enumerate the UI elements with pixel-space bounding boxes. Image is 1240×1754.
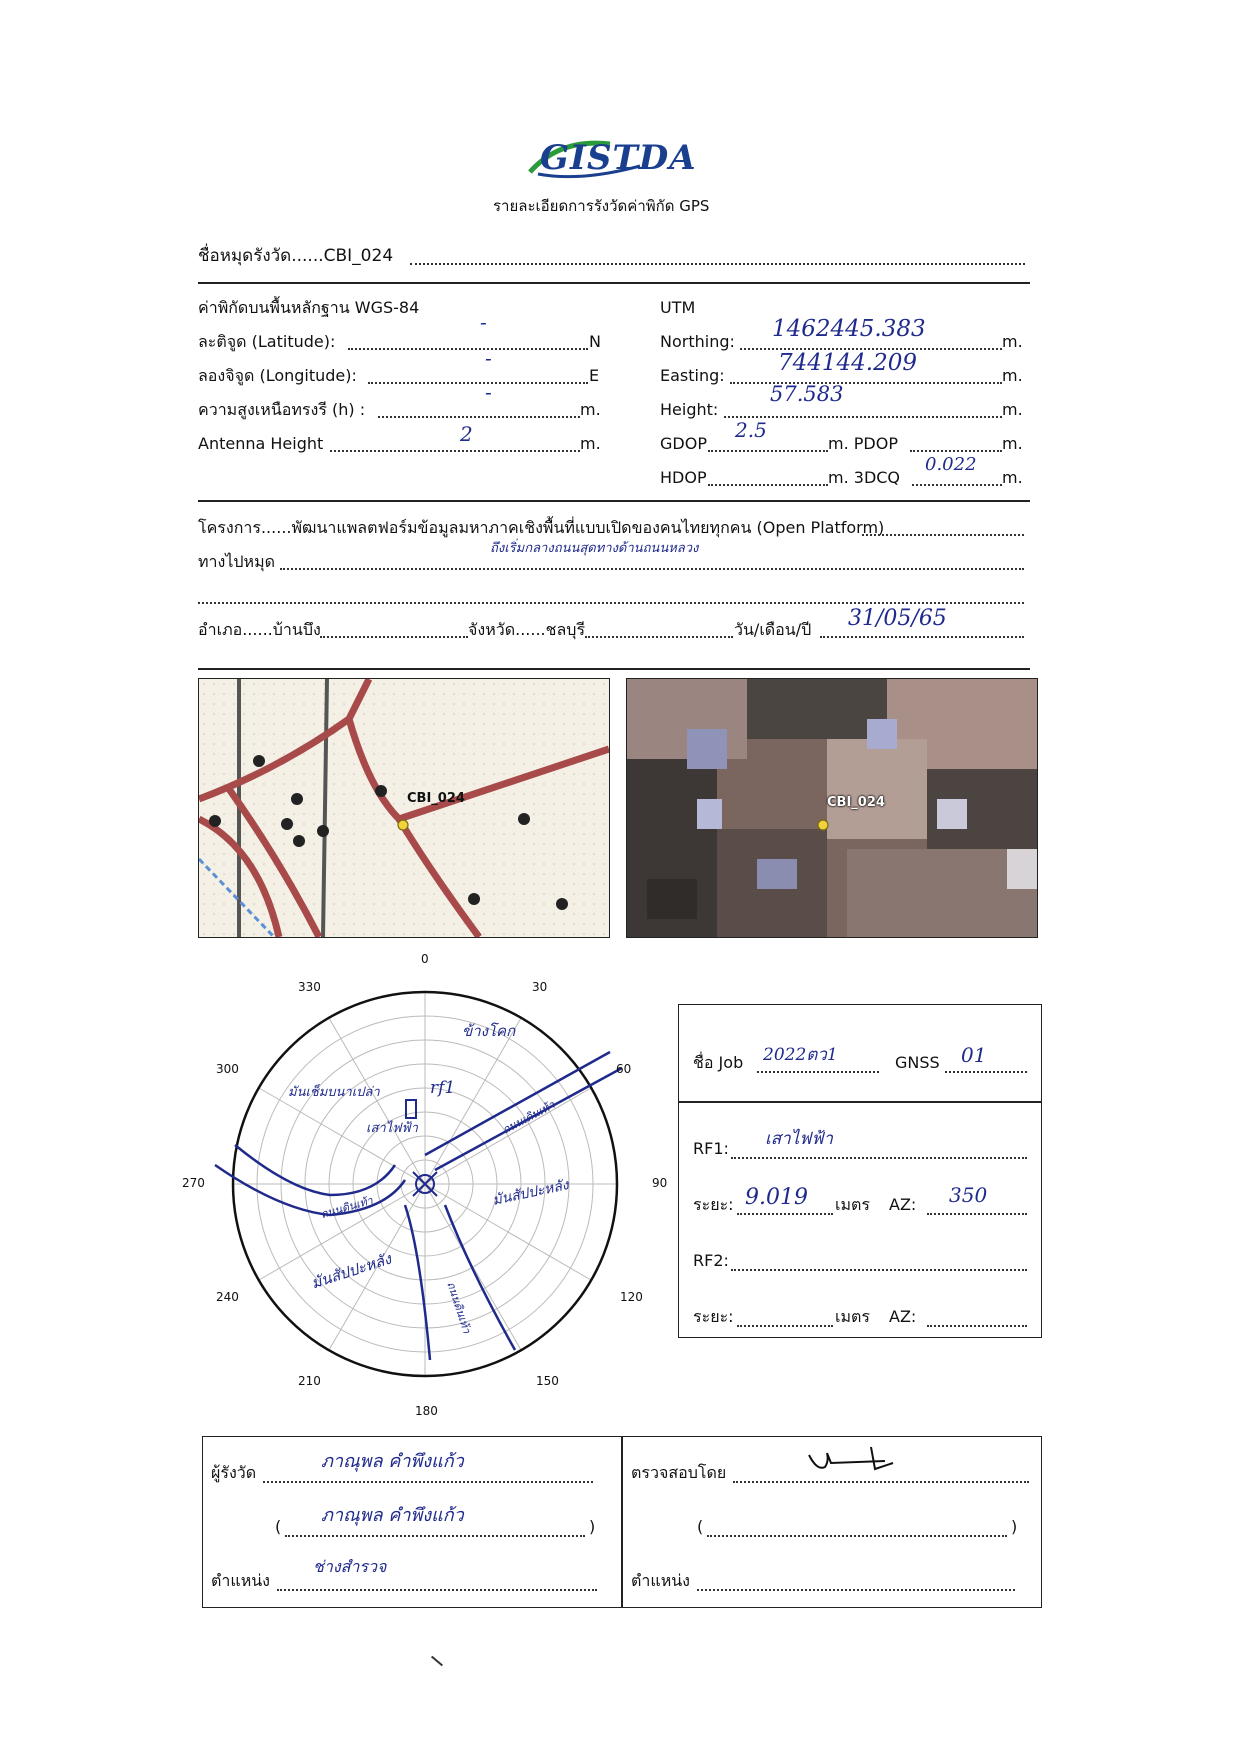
topo-map bbox=[198, 678, 610, 938]
job-info-box bbox=[678, 1004, 1042, 1338]
surveyor-printed-name: ภาณุพล คำพึงแก้ว bbox=[321, 1505, 464, 1526]
page-title: รายละเอียดการรังวัดค่าพิกัด GPS bbox=[493, 197, 710, 215]
az2-label: AZ: bbox=[889, 1307, 917, 1326]
sky-angle-90: 90 bbox=[652, 1176, 668, 1190]
gnss-label: GNSS bbox=[895, 1053, 940, 1072]
sky-angle-30: 30 bbox=[532, 980, 548, 994]
sky-note-7: ถนนดินเท้า bbox=[319, 1193, 375, 1222]
sky-angle-60: 60 bbox=[616, 1062, 632, 1076]
rf2-label: RF2: bbox=[693, 1251, 729, 1270]
utm-height-unit: m. bbox=[1002, 400, 1023, 419]
az-value: 350 bbox=[949, 1183, 988, 1207]
sky-angle-210: 210 bbox=[298, 1374, 321, 1388]
station-name-label: ชื่อหมุดรังวัด......CBI_024 bbox=[198, 246, 394, 266]
meter2-label: เมตร bbox=[835, 1307, 870, 1326]
easting-value: 744144.209 bbox=[778, 350, 918, 376]
latitude-label: ละติจูด (Latitude): bbox=[198, 332, 336, 351]
checker-paren-close: ) bbox=[1011, 1517, 1018, 1536]
sky-angle-330: 330 bbox=[298, 980, 321, 994]
dcq-label: m. 3DCQ bbox=[828, 468, 901, 487]
pdop-unit: m. bbox=[1002, 434, 1023, 453]
sky-note-3: rf1 bbox=[430, 1078, 456, 1098]
sky-angle-150: 150 bbox=[536, 1374, 559, 1388]
sky-note-9: ถนนดินเท้า bbox=[444, 1280, 474, 1335]
project-label: โครงการ......พัฒนาแพลตฟอร์มข้อมูลมหาภาคเชิงพื้นที่แบบเปิดของคนไทยทุกคน (Open Platform) bbox=[198, 518, 885, 537]
distance2-label: ระยะ: bbox=[693, 1307, 734, 1326]
topo-map-graphic bbox=[199, 679, 609, 937]
sky-angle-180: 180 bbox=[415, 1404, 438, 1418]
route-label: ทางไปหมุด bbox=[198, 552, 276, 571]
dcq-value: 0.022 bbox=[925, 454, 977, 475]
rf1-value: เสาไฟฟ้า bbox=[765, 1129, 833, 1149]
surveyor-paren-close: ) bbox=[589, 1517, 596, 1536]
checker-signature-graphic bbox=[803, 1441, 913, 1481]
height-h-value: - bbox=[485, 380, 492, 404]
logo-text: GISTDA bbox=[540, 138, 697, 178]
gnss-value: 01 bbox=[961, 1043, 987, 1067]
satellite-marker-label: CBI_024 bbox=[827, 795, 885, 810]
utm-height-value: 57.583 bbox=[770, 382, 844, 406]
hdop-label: HDOP bbox=[660, 468, 707, 487]
sky-note-6: มันสัปปะหลัง bbox=[491, 1177, 571, 1209]
stray-mark bbox=[431, 1656, 443, 1667]
latitude-value: - bbox=[480, 310, 487, 334]
sky-note-2: มันเช็มบนาเปล่า bbox=[288, 1085, 380, 1100]
surveyor-paren-open: ( bbox=[275, 1517, 282, 1536]
satellite-image bbox=[626, 678, 1038, 938]
sky-angle-270: 270 bbox=[182, 1176, 205, 1190]
dcq-unit: m. bbox=[1002, 468, 1023, 487]
date-value: 31/05/65 bbox=[848, 606, 947, 631]
sky-angle-240: 240 bbox=[216, 1290, 239, 1304]
antenna-height-unit: m. bbox=[580, 434, 601, 453]
job-label: ชื่อ Job bbox=[693, 1053, 744, 1072]
northing-label: Northing: bbox=[660, 332, 735, 351]
gdop-label: GDOP bbox=[660, 434, 707, 453]
utm-height-label: Height: bbox=[660, 400, 719, 419]
easting-label: Easting: bbox=[660, 366, 725, 385]
job-value: 2022ตว1 bbox=[763, 1045, 838, 1065]
longitude-value: - bbox=[485, 346, 492, 370]
meter-label: เมตร bbox=[835, 1195, 870, 1214]
surveyor-label: ผู้รังวัด bbox=[211, 1463, 257, 1482]
longitude-unit: E bbox=[589, 366, 600, 385]
az-label: AZ: bbox=[889, 1195, 917, 1214]
height-h-unit: m. bbox=[580, 400, 601, 419]
sky-note-8: มันสัปปะหลัง bbox=[309, 1249, 394, 1293]
easting-unit: m. bbox=[1002, 366, 1023, 385]
province-label: จังหวัด......ชลบุรี bbox=[468, 620, 586, 639]
topo-map-marker-label: CBI_024 bbox=[407, 791, 465, 806]
sky-angle-300: 300 bbox=[216, 1062, 239, 1076]
date-label: วัน/เดือน/ปี bbox=[734, 620, 812, 639]
surveyor-signature: ภาณุพล คำพึงแก้ว bbox=[321, 1451, 464, 1472]
sky-angle-0: 0 bbox=[421, 952, 429, 966]
gdop-value: 2.5 bbox=[735, 418, 767, 442]
northing-value: 1462445.383 bbox=[772, 316, 926, 342]
district-label: อำเภอ......บ้านบึง bbox=[198, 620, 321, 639]
gistda-logo bbox=[520, 130, 720, 190]
route-value: ถึงเริ่มกลางถนนสุดทางด้านถนนหลวง bbox=[490, 541, 699, 556]
checker-position-label: ตำแหน่ง bbox=[631, 1571, 690, 1590]
checker-label: ตรวจสอบโดย bbox=[631, 1463, 727, 1482]
surveyor-position-value: ช่างสำรวจ bbox=[313, 1557, 387, 1576]
pdop-label: m. PDOP bbox=[828, 434, 898, 453]
sky-note-5: ถนนเดินเท้า bbox=[500, 1098, 558, 1137]
height-h-label: ความสูงเหนือทรงรี (h) : bbox=[198, 400, 366, 419]
northing-unit: m. bbox=[1002, 332, 1023, 351]
sky-note-1: ข้างโคก bbox=[462, 1022, 516, 1040]
latitude-unit: N bbox=[589, 332, 601, 351]
distance-label: ระยะ: bbox=[693, 1195, 734, 1214]
antenna-height-value: 2 bbox=[460, 422, 473, 446]
distance-value: 9.019 bbox=[745, 1185, 808, 1210]
signature-table bbox=[202, 1436, 1042, 1608]
sky-plot-graphic bbox=[170, 940, 690, 1420]
rf1-label: RF1: bbox=[693, 1139, 729, 1158]
utm-heading: UTM bbox=[660, 298, 696, 317]
antenna-height-label: Antenna Height bbox=[198, 434, 324, 453]
sky-note-4: เสาไฟฟ้า bbox=[366, 1121, 418, 1136]
sky-plot bbox=[170, 940, 690, 1420]
longitude-label: ลองจิจูด (Longitude): bbox=[198, 366, 357, 385]
surveyor-position-label: ตำแหน่ง bbox=[211, 1571, 270, 1590]
sky-angle-120: 120 bbox=[620, 1290, 643, 1304]
checker-paren-open: ( bbox=[697, 1517, 704, 1536]
wgs84-heading: ค่าพิกัดบนพื้นหลักฐาน WGS-84 bbox=[198, 298, 420, 317]
